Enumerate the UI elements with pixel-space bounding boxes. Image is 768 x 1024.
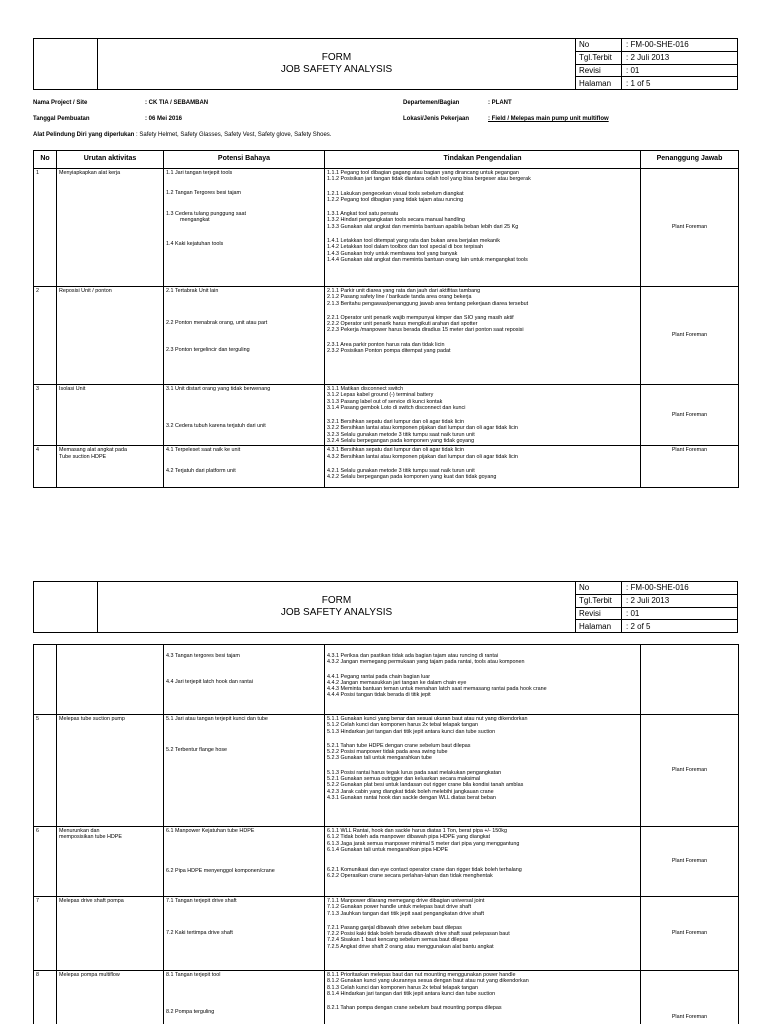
control-item: 3.2.4 Selalu berpegangan pada komponen yang tidak goyang bbox=[327, 438, 475, 445]
creation-date: Tanggal Pembuatan bbox=[33, 116, 90, 122]
hazard-item: 3.2 Cedera tubuh karena terjatuh dari unit bbox=[166, 423, 266, 430]
control-item: 2.3.2 Posisikan Ponton pompa ditempat yang padat bbox=[327, 348, 451, 355]
responsible-person: Plant Foreman bbox=[641, 287, 739, 385]
control-item: 1.3.2 Hindari pengangkatan tools secara manual handling bbox=[327, 217, 465, 224]
hazard-item: 5.2 Terbentur flange hose bbox=[166, 747, 228, 754]
table-row bbox=[34, 827, 739, 897]
row-no: 1 bbox=[34, 169, 57, 287]
control-item: 2.1.1 Parkir unit diarea yang rata dan jauh dari aktifitas tambang bbox=[327, 288, 481, 294]
form-header-page-2 bbox=[33, 581, 738, 633]
table-row bbox=[34, 385, 739, 446]
control-item: 4.2.3 Jarak cabin yang diangkat tidak boleh melebihi jangkauan crane bbox=[327, 788, 494, 795]
col-no: No bbox=[34, 151, 57, 169]
form-title-line-2: JOB SAFETY ANALYSIS bbox=[280, 64, 393, 75]
hazard-item: 1.2 Tangan Tergores besi tajam bbox=[166, 190, 242, 197]
hazard-item: 2.2 Ponton menabrak orang, unit atau part bbox=[166, 320, 268, 327]
control-item: 2.1.2 Pasang safety line / barikade tanda area orang bekerja bbox=[327, 294, 472, 301]
jsa-table-page-2 bbox=[33, 644, 739, 1024]
row-no: 6 bbox=[34, 827, 57, 897]
activity-line: memposisikan tube HDPE bbox=[59, 834, 122, 841]
row-controls bbox=[325, 827, 641, 897]
control-item: 1.2.2 Pegang tool dibagian yang tidak tajam atau runcing bbox=[327, 196, 464, 203]
control-item: 2.2.2 Operator unit penarik harus mengikuti arahan dari spotter bbox=[327, 321, 478, 328]
control-item: 3.1.3 Pasang label out of service di kunci kontak bbox=[327, 398, 443, 405]
hazard-item: 3.1 Unit distart orang yang tidak berwenang bbox=[166, 386, 271, 392]
row-hazards bbox=[164, 287, 325, 385]
control-item: 1.1.2 Posisikan jari tangan tidak diantara celah tool yang bisa bergeser atau bergerak bbox=[327, 176, 531, 183]
hazard-item: 2.3 Ponton tergelincir dan terguling bbox=[166, 346, 250, 353]
row-controls bbox=[325, 446, 641, 488]
control-item: 7.2.2 Posisi kaki tidak boleh berada dibawah drive shaft saat pelepasan baut bbox=[327, 931, 510, 938]
control-item: 5.2.2 Posisi manpower tidak pada area swing tube bbox=[327, 749, 448, 756]
control-item: 7.2.4 Sisakan 1 baut kencang sebelum semua baut dilepas bbox=[327, 937, 469, 944]
row-controls bbox=[325, 287, 641, 385]
meta-label: Halaman bbox=[576, 620, 622, 632]
row-activity: Melepas drive shaft pompa bbox=[57, 897, 164, 971]
control-item: 6.1.1 WLL Rantai, hook dan sackle harus diatas 1 Ton, berat pipa +/- 150kg bbox=[327, 828, 507, 834]
ppe-required-value: : Safety Helmet, Safety Glasses, Safety Vest, Safety glove, Safety Shoes. bbox=[136, 132, 332, 138]
table-row bbox=[34, 446, 739, 488]
hazard-item: 8.1 Tangan terjepit tool bbox=[166, 972, 221, 978]
row-hazards bbox=[164, 827, 325, 897]
row-no: 4 bbox=[34, 446, 57, 488]
activity-line: Menurunkan dan bbox=[59, 828, 100, 834]
control-item: 8.1.3 Celah kunci dan komponen harus 2x tebal telapak tangan bbox=[327, 984, 479, 991]
control-item: 3.2.2 Bersihkan lantai atau komponen pijakan dari lumpur dan oli agar tidak licin bbox=[327, 425, 518, 432]
responsible-person: Plant Foreman bbox=[641, 827, 739, 897]
control-item: 2.1.3 Beritahu pengawas/penanggung jawab area tentang pekerjaan diarea tersebut bbox=[327, 300, 529, 307]
control-item: 4.3.2 Jangan memegang permukaan yang tajam pada rantai, tools atau komponen bbox=[327, 659, 525, 666]
control-item: 4.4.4 Posisi tangan tidak berada di titik jepit bbox=[327, 692, 431, 699]
project-site-value: : CK TIA / SEBAMBAN bbox=[145, 100, 209, 106]
meta-value: : FM-00-SHE-016 bbox=[626, 583, 689, 593]
control-item: 7.2.1 Pasang ganjal dibawah drive sebelum baut dilepas bbox=[327, 924, 462, 931]
control-item: 4.3.2 Bersihkan lantai atau komponen pijakan dari lumpur dan oli agar tidak licin bbox=[327, 453, 518, 460]
row-no: 7 bbox=[34, 897, 57, 971]
meta-value: : 2 Juli 2013 bbox=[626, 53, 670, 63]
hazard-item: 1.1 Jari tangan terjepit tools bbox=[166, 170, 233, 176]
hazard-item: 4.3 Tangan tergores besi tajam bbox=[166, 653, 240, 659]
control-item: 5.2.3 Gunakan tali untuk mengarahkan tube bbox=[327, 755, 432, 762]
control-item: 6.1.2 Tidak boleh ada manpower dibawah pipa HDPE yang diangkat bbox=[327, 834, 491, 841]
control-item: 3.2.3 Selalu gunakan metode 3 titik tumpu saat naik turun unit bbox=[327, 431, 475, 438]
row-controls bbox=[325, 897, 641, 971]
meta-value: : FM-00-SHE-016 bbox=[626, 40, 689, 50]
table-row bbox=[34, 169, 739, 287]
meta-label: Tgl.Terbit bbox=[576, 595, 622, 607]
hazard-item: 1.4 Kaki kejatuhan tools bbox=[166, 241, 224, 248]
control-item: 7.2.5 Angkat drive shaft 2 orang atau menggunakan alat bantu angkat bbox=[327, 943, 494, 950]
row-activity: Melepas pompa multiflow bbox=[57, 971, 164, 1024]
meta-label: No bbox=[576, 39, 622, 51]
control-item: 4.3.1 Gunakan rantai hook dan sackle dengan WLL diatas berat beban bbox=[327, 794, 496, 801]
control-item: 5.2.1 Gunakan semua outrigger dan keluarkan secara maksimal bbox=[327, 776, 481, 783]
row-no: 8 bbox=[34, 971, 57, 1024]
hazard-item: 4.2 Terjatuh dari platform unit bbox=[166, 467, 236, 474]
meta-label: Revisi bbox=[576, 608, 622, 620]
form-title-line-2: JOB SAFETY ANALYSIS bbox=[280, 607, 393, 618]
control-item: 5.1.2 Celah kunci dan komponen harus 2x tebal telapak tangan bbox=[327, 722, 479, 729]
hazard-item: 4.1 Terpeleset saat naik ke unit bbox=[166, 447, 241, 454]
meta-value: : 1 of 5 bbox=[626, 78, 651, 88]
table-row bbox=[34, 971, 739, 1024]
row-no: 5 bbox=[34, 715, 57, 827]
control-item: 6.2.1 Komunikasi dan eye contact operator crane dan rigger tidak boleh terhalang bbox=[327, 867, 522, 874]
control-item: 4.3.1 Periksa dan pastikan tidak ada bagian tajam atau runcing di rantai bbox=[327, 653, 499, 659]
control-item: 8.1.2 Gunakan kunci yang ukurannya sesua dengan baut atau nut yang dikendorkan bbox=[327, 978, 529, 985]
control-item: 1.3.3 Gunakan alat angkat dan meminta bantuan apabila beban lebih dari 25 Kg bbox=[327, 223, 519, 230]
control-item: 2.3.1 Area parkir ponton harus rata dan tidak licin bbox=[327, 341, 445, 348]
responsible-person: Plant Foreman bbox=[641, 446, 739, 488]
meta-value: : 01 bbox=[626, 608, 640, 618]
hazard-item: 2.1 Tertabrak Unit lain bbox=[166, 288, 219, 294]
responsible-person: Plant Foreman bbox=[641, 897, 739, 971]
department: Departemen/Bagian bbox=[403, 100, 460, 106]
control-item: 5.2.1 Tahan tube HDPE dengan crane sebelum baut dilepas bbox=[327, 742, 471, 749]
row-hazards bbox=[164, 645, 325, 715]
meta-label: Halaman bbox=[576, 77, 622, 89]
control-item: 1.2.1 Lakukan pengecekan visual tools sebelum diangkat bbox=[327, 190, 464, 197]
row-controls bbox=[325, 971, 641, 1024]
activity-line: Tube suction HDPE bbox=[59, 453, 107, 460]
department-value: : PLANT bbox=[488, 100, 512, 106]
col-hazard: Potensi Bahaya bbox=[164, 151, 325, 169]
control-item: 1.4.4 Gunakan alat angkat dan meminta bantuan orang lain untuk mengangkat tools bbox=[327, 256, 528, 263]
control-item: 4.4.2 Jangan memasukkan jari tangan ke dalam chain eye bbox=[327, 679, 467, 686]
row-no: 3 bbox=[34, 385, 57, 446]
control-item: 1.4.3 Gunakan troly untuk membawa tool yang banyak bbox=[327, 250, 458, 257]
row-activity: Reposisi Unit / ponton bbox=[57, 287, 164, 385]
control-item: 3.1.1 Matikan disconnect switch bbox=[327, 386, 404, 392]
control-item: 5.1.3 Posisi rantai harus tegak lurus pada saat melakukan pengangkatan bbox=[327, 769, 502, 776]
control-item: 6.1.3 Jaga jarak semua manpower minimal 5 meter dari pipa yang menggantung bbox=[327, 840, 520, 847]
document-meta bbox=[576, 39, 737, 89]
meta-label: Tgl.Terbit bbox=[576, 52, 622, 64]
control-item: 4.2.2 Selalu berpegangan pada komponen yang kuat dan tidak goyang bbox=[327, 474, 497, 481]
control-item: 6.2.2 Operasikan crane secara perlahan-lahan dan tidak menghentak bbox=[327, 873, 493, 880]
col-control: Tindakan Pengendalian bbox=[325, 151, 641, 169]
row-hazards bbox=[164, 385, 325, 446]
control-item: 4.4.3 Meminta bantuan teman untuk menahan latch saat memasang rantai pada hook crane bbox=[327, 686, 547, 693]
responsible-person: Plant Foreman bbox=[641, 715, 739, 827]
form-title bbox=[98, 582, 576, 632]
row-no: 2 bbox=[34, 287, 57, 385]
meta-value: : 01 bbox=[626, 65, 640, 75]
responsible-person: Plant Foreman bbox=[641, 169, 739, 287]
row-activity: Isolasi Unit bbox=[57, 385, 164, 446]
row-controls bbox=[325, 169, 641, 287]
responsible-person: Plant Foreman bbox=[641, 385, 739, 446]
control-item: 1.4.2 Letakkan tool dalam toolbox dan tool special di box terpisah bbox=[327, 244, 484, 251]
control-item: 3.1.4 Pasang gembok Loto di switch disconnect dan kunci bbox=[327, 404, 466, 411]
control-item: 4.4.1 Pegang rantai pada chain bagian luar bbox=[327, 673, 431, 680]
row-no bbox=[34, 645, 57, 715]
work-location: Lokasi/Jenis Pekerjaan bbox=[403, 116, 470, 122]
meta-value: : 2 of 5 bbox=[626, 621, 651, 631]
row-hazards bbox=[164, 169, 325, 287]
control-item: 5.1.3 Hindarkan jari tangan dari titik jepit antara kunci dan tube suction bbox=[327, 728, 496, 735]
control-item: 3.2.1 Bersihkan sepatu dari lumpur dan oli agar tidak licin bbox=[327, 419, 464, 426]
hazard-item: 1.3 Cedera tulang punggung saat bbox=[166, 210, 247, 217]
col-responsible: Penanggung Jawab bbox=[641, 151, 739, 169]
meta-value: : 2 Juli 2013 bbox=[626, 596, 670, 606]
meta-label: No bbox=[576, 582, 622, 594]
control-item: 7.1.2 Gunakan power handle untuk melepas baut drive shaft bbox=[327, 904, 472, 911]
form-header-page-1 bbox=[33, 38, 738, 90]
meta-label: Revisi bbox=[576, 65, 622, 77]
row-activity bbox=[57, 645, 164, 715]
control-item: 5.2.2 Gunakan plat besi untuk landasan out rigger crane bila kondisi tanah amblas bbox=[327, 782, 524, 789]
hazard-item: 6.2 Pipa HDPE menyenggol komponen/crane bbox=[166, 868, 275, 875]
control-item: 4.2.1 Selalu gunakan metode 3 titik tumpu saat naik turun unit bbox=[327, 467, 475, 474]
control-item: 1.1.1 Pegang tool dibagian gagang atau bagian yang dirancang untuk pegangan bbox=[327, 170, 519, 176]
row-controls bbox=[325, 645, 641, 715]
responsible-person bbox=[641, 645, 739, 715]
row-hazards bbox=[164, 897, 325, 971]
control-item: 2.2.3 Pekerja /manpower harus berada diradius 15 meter dari ponton saat reposisi bbox=[327, 327, 524, 334]
control-item: 8.1.4 Hindarkan jari tangan dari titik jepit antara kunci dan tube suction bbox=[327, 990, 496, 997]
hazard-item: 7.2 Kaki tertimpa drive shaft bbox=[166, 930, 233, 937]
hazard-item: 6.1 Manpower Kejatuhan tube HDPE bbox=[166, 828, 255, 834]
row-controls bbox=[325, 715, 641, 827]
row-hazards bbox=[164, 446, 325, 488]
control-item: 8.2.1 Tahan pompa dengan crane sebelum baut mounting pompa dilepas bbox=[327, 1005, 502, 1012]
document-meta bbox=[576, 582, 737, 632]
hazard-item-cont: mengangkat bbox=[180, 216, 210, 223]
row-hazards bbox=[164, 971, 325, 1024]
table-row bbox=[34, 645, 739, 715]
table-row bbox=[34, 897, 739, 971]
hazard-item: 8.2 Pompa terguling bbox=[166, 1009, 215, 1016]
control-item: 7.1.3 Jauhkan tangan dari titik jepit saat pengangkatan drive shaft bbox=[327, 910, 485, 917]
jsa-table-page-1 bbox=[33, 150, 739, 488]
activity-line: Memasang alat angkat pada bbox=[59, 447, 128, 454]
table-header-row bbox=[34, 151, 739, 169]
table-row bbox=[34, 287, 739, 385]
col-activity: Urutan aktivitas bbox=[57, 151, 164, 169]
control-item: 1.4.1 Letakkan tool ditempat yang rata dan bukan area berjalan mekanik bbox=[327, 238, 500, 245]
creation-date-value: : 06 Mei 2016 bbox=[145, 116, 183, 122]
company-logo-area bbox=[34, 582, 98, 632]
row-activity: Melepas tube suction pump bbox=[57, 715, 164, 827]
control-item: 5.1.1 Gunakan kunci yang benar dan sesuai ukuran baut atau nut yang dikendorkan bbox=[327, 716, 528, 722]
control-item: 1.3.1 Angkat tool satu persatu bbox=[327, 211, 399, 218]
control-item: 4.3.1 Bersihkan sepatu dari lumpur dan oli agar tidak licin bbox=[327, 447, 464, 454]
hazard-item: 4.4 Jari terjepit latch hook dan rantai bbox=[166, 679, 253, 686]
row-hazards bbox=[164, 715, 325, 827]
work-location-value: : Field / Melepas main pump unit multiflow bbox=[488, 116, 609, 122]
project-site: Nama Project / Site bbox=[33, 100, 88, 106]
hazard-item: 5.1 Jari atau tangan terjepit kunci dan tube bbox=[166, 716, 268, 722]
control-item: 6.1.4 Gunakan tali untuk mengarahkan pipa HDPE bbox=[327, 846, 449, 853]
row-activity bbox=[57, 827, 164, 897]
row-activity bbox=[57, 446, 164, 488]
control-item: 2.2.1 Operator unit penarik wajib mempunyai kimper dan SIO yang masih aktif bbox=[327, 314, 514, 321]
form-title bbox=[98, 39, 576, 89]
hazard-item: 7.1 Tangan terjepit drive shaft bbox=[166, 898, 237, 904]
form-title-line-1: FORM bbox=[321, 52, 352, 63]
row-controls bbox=[325, 385, 641, 446]
responsible-person: Plant Foreman bbox=[641, 971, 739, 1024]
ppe-required: Alat Pelindung Diri yang diperlukan : Safety Helmet, Safety Glasses, Safety Vest, Safety glove, Safety Shoes. bbox=[33, 132, 332, 138]
row-activity: Menyiapkapkan alat kerja bbox=[57, 169, 164, 287]
table-row bbox=[34, 715, 739, 827]
control-item: 7.1.1 Manpower dilarang memegang drive dibagian universal joint bbox=[327, 898, 485, 904]
company-logo-area bbox=[34, 39, 98, 89]
control-item: 8.1.1 Prioritaskan melepas baut dan nut mounting menggunakan power handle bbox=[327, 972, 516, 978]
form-title-line-1: FORM bbox=[321, 595, 352, 606]
control-item: 3.1.2 Lepas kabel ground (-) terminal battery bbox=[327, 392, 434, 399]
